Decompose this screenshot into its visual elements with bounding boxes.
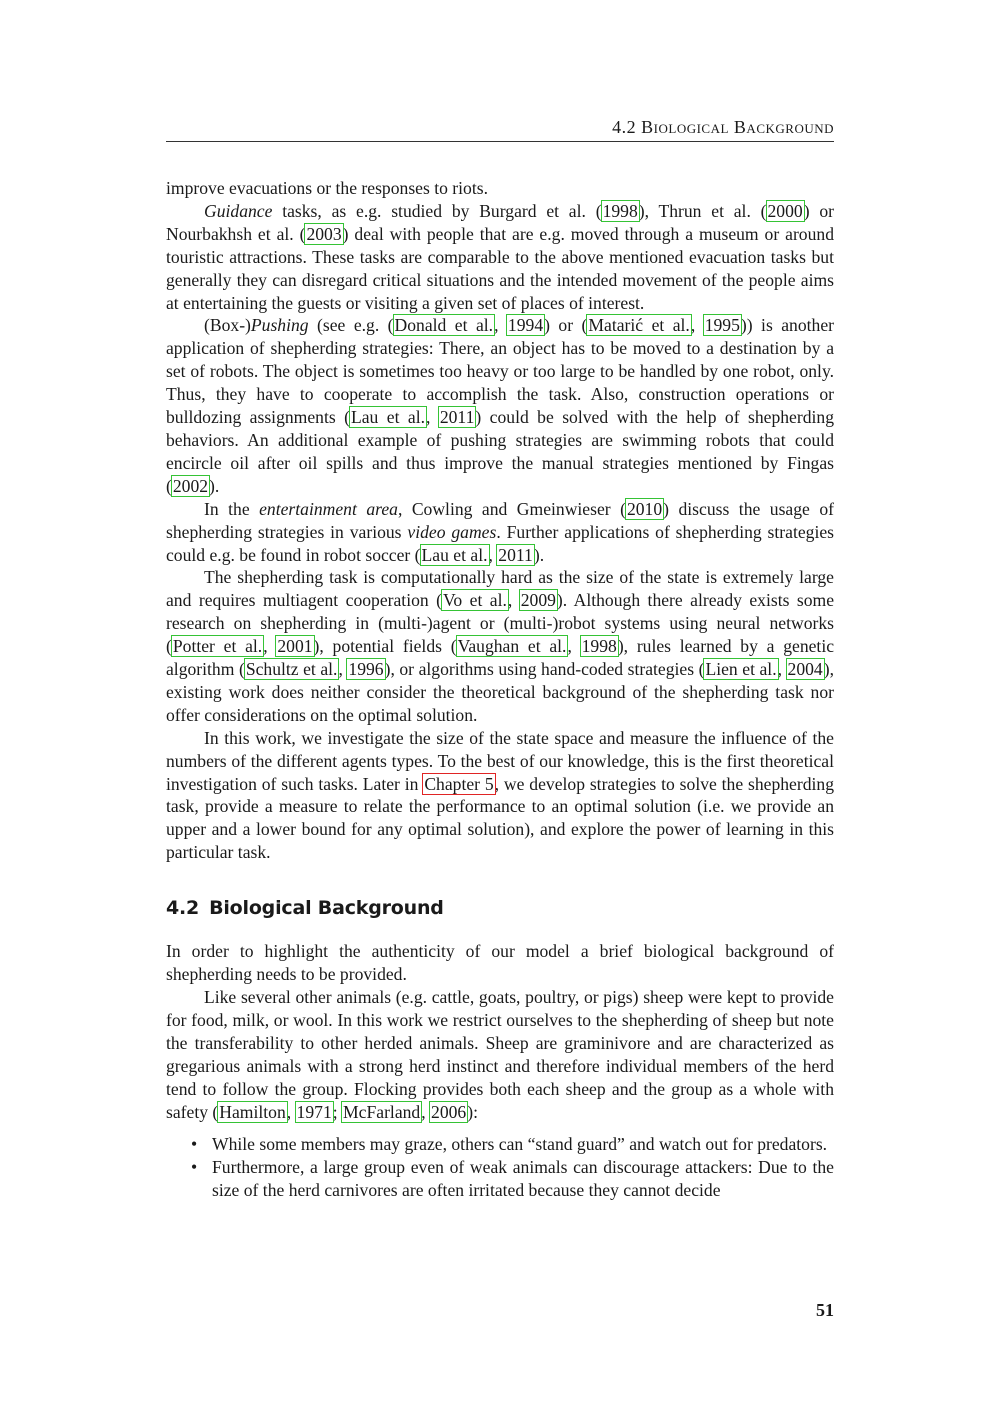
citation-link[interactable]: 1995 xyxy=(704,315,740,336)
citation-link[interactable]: Hamilton xyxy=(219,1101,286,1122)
paragraph-bio-intro: In order to highlight the authenticity of our model a brief biological background of shepherding needs to be provided. xyxy=(166,941,834,985)
section-heading xyxy=(166,896,834,920)
text: ), potential fields ( xyxy=(313,636,457,657)
text: ). Although there already exists some research on shepherding in (multi-)agent or (multi-)robot systems using neural networks ( xyxy=(166,590,835,657)
paragraph-continuation: improve evacuations or the responses to riots. xyxy=(166,178,488,198)
citation-link[interactable]: McFarland xyxy=(343,1101,421,1122)
citation-link[interactable]: 2004 xyxy=(787,659,823,680)
text: ) or ( xyxy=(544,315,588,336)
emphasis-guidance: Guidance xyxy=(204,200,273,221)
citation-link[interactable]: Vaughan et al. xyxy=(457,636,567,657)
text: ): xyxy=(467,1101,478,1122)
text: Like several other animals (e.g. cattle, goats, poultry, or pigs) sheep were kept to provide for food, milk, or wool. In this work we restrict ourselves to the shepherding of sheep but note the transferability to other herded animals. Sheep are graminivore and are characterized as gregarious animals with a strong herd instinct and therefore individual members of the herd tend to follow the group. Flocking provides both each sheep and the group as a whole with safety ( xyxy=(166,987,834,1122)
paragraph-complexity: The shepherding task is computationally hard as the size of the state is extremely large and requires multiagent cooperation (Vo et al., 2009). Although there already exists some research on shepherding in (multi-)agent or (multi-)robot systems using neural networks (Potter et al., 2001), potential fields (Vaughan et al., 1998), rules learned by a genetic algorithm (Schultz et al., 1996), or algorithms using hand-coded strategies (Lien et al., 2004), existing work does neither consider the theoretical background of the shepherding task nor offer considerations on the optimal solution. xyxy=(166,567,835,725)
header-section-title: Biological Background xyxy=(641,117,834,137)
text: , we develop strategies to solve the shepherding task, provide a measure to relate the performance to an optimal solution (i.e. we provide an upper and a lower bound for any optimal solution), and explore the power of learning in this particular task. xyxy=(166,773,835,863)
citation-link[interactable]: 2001 xyxy=(277,636,313,657)
citation-link[interactable]: 1996 xyxy=(348,659,384,680)
text: tasks, as e.g. studied by Burgard et al. ( xyxy=(272,200,602,221)
text: ; xyxy=(332,1101,343,1122)
citation-link[interactable]: 1998 xyxy=(602,200,638,221)
text: (see e.g. ( xyxy=(308,315,394,336)
citation-link[interactable]: 2010 xyxy=(626,498,663,519)
running-header xyxy=(166,117,834,142)
chapter-reference-link[interactable]: Chapter 5 xyxy=(424,773,494,794)
citation-link[interactable]: 1994 xyxy=(507,315,544,336)
citation-link[interactable]: 2006 xyxy=(431,1101,467,1122)
citation-link[interactable]: 2000 xyxy=(767,200,803,221)
paragraph-this-work xyxy=(166,727,834,864)
citation-link[interactable]: Lien et al. xyxy=(705,659,777,680)
text: In this work, we investigate the size of the state space and measure the influence of the numbers of the different agents types. To the best of our knowledge, this is the first theoretical investigation of such tasks. Later in xyxy=(166,727,834,794)
text: (Box-) xyxy=(204,315,251,336)
page-body xyxy=(166,177,834,1202)
text: The shepherding task is computationally hard as the size of the state is extremely large and requires multiagent cooperation ( xyxy=(166,567,834,611)
paragraph-guidance xyxy=(166,200,834,315)
section-title: Biological Background xyxy=(209,897,444,920)
text: ), Thrun et al. ( xyxy=(638,200,767,221)
text: )) is another application of shepherding strategies: There, an object has to be moved to a destination by a set of robots. The object is sometimes too heavy or too large to be handled by one robot, only. Thus, they have to cooperate to accomplish the task. Also, construction operations or bulldozing assignments ( xyxy=(166,315,835,428)
citation-link[interactable]: Potter et al. xyxy=(172,636,263,657)
paragraph-bio-sheep: Like several other animals (e.g. cattle, goats, poultry, or pigs) sheep were kept to provide for food, milk, or wool. In this work we restrict ourselves to the shepherding of sheep but note the transferability to other herded animals. Sheep are graminivore and are characterized as gregarious animals with a strong herd instinct and therefore individual members of the herd tend to follow the group. Flocking provides both each sheep and the group as a whole with safety (Hamilton, 1971; McFarland, 2006): xyxy=(166,987,834,1122)
text: ), or algorithms using hand-coded strategies ( xyxy=(384,659,705,680)
text: ), rules learned by a genetic algorithm ( xyxy=(166,636,835,680)
paragraph-pushing: (Box-)Pushing (see e.g. (Donald et al., 1994) or (Matarić et al., 1995)) is another application of shepherding strategies: There, an object has to be moved to a destination by a set of robots. The object is sometimes too heavy or too large to be handled by one robot, only. Thus, they have to cooperate to accomplish the task. Also, construction operations or bulldozing assignments (Lau et al., 2011) could be solved with the help of shepherding behaviors. An additional example of pushing strategies are swimming robots that could encircle oil after oil spills and thus improve the manual strategies mentioned by Fingas (2002). xyxy=(166,315,835,496)
text: . Further applications of shepherding strategies could e.g. be found in robot soccer ( xyxy=(166,521,834,565)
citation-link[interactable]: Schultz et al. xyxy=(245,659,338,680)
text: ). xyxy=(533,544,545,565)
emphasis-pushing: Pushing xyxy=(250,315,309,336)
text: ). xyxy=(209,475,220,496)
text: ) could be solved with the help of shepherding behaviors. An additional example of pushing strategies are swimming robots that could encircle oil after oil spills and thus improve the manual strategies mentioned by Fingas ( xyxy=(166,407,835,496)
citation-link[interactable]: 2003 xyxy=(306,223,342,244)
citation-link[interactable]: 1971 xyxy=(296,1101,332,1122)
citation-link[interactable]: 1998 xyxy=(581,636,617,657)
citation-link[interactable]: Donald et al. xyxy=(394,315,494,336)
paragraph-entertainment: In the entertainment area, Cowling and Gmeinwieser (2010) discuss the usage of shepherding strategies in various video games. Further applications of shepherding strategies could e.g. be found in robot soccer (Lau et al., 2011). xyxy=(166,498,834,565)
page-number: 51 xyxy=(816,1300,834,1320)
citation-link[interactable]: Lau et al. xyxy=(421,544,488,565)
section-number: 4.2 xyxy=(166,897,200,920)
text: ) or Nourbakhsh et al. ( xyxy=(166,200,834,244)
citation-link[interactable]: 2011 xyxy=(498,544,533,565)
emphasis-video-games: video games xyxy=(407,521,497,542)
text: In the xyxy=(204,498,260,519)
citation-link[interactable]: Lau et al. xyxy=(350,407,425,428)
citation-link[interactable]: 2009 xyxy=(520,590,556,611)
text: , Cowling and Gmeinwieser ( xyxy=(397,498,626,519)
running-header-text xyxy=(612,117,834,138)
text: ) discuss the usage of shepherding strategies in various xyxy=(166,498,834,542)
citation-link[interactable]: Matarić et al. xyxy=(588,315,690,336)
citation-link[interactable]: 2011 xyxy=(439,407,475,428)
emphasis-entertainment: entertainment area xyxy=(259,498,398,519)
citation-link[interactable]: Vo et al. xyxy=(442,590,507,611)
text: ), existing work does neither consider the theoretical background of the shepherding task nor offer considerations on the optimal solution. xyxy=(166,659,834,725)
text: ) deal with people that are e.g. moved through a museum or around touristic attractions. These tasks are comparable to the above mentioned evacuation tasks but generally they can disregard critical situations and the intended movement of the people aims at entertaining the guests or visiting a given set of places of interest. xyxy=(166,223,834,313)
list-item: • While some members may graze, others can “stand guard” and watch out for predators. xyxy=(166,1133,834,1156)
citation-link[interactable]: 2002 xyxy=(172,475,209,496)
bullet-list xyxy=(166,1133,834,1202)
header-section-number: 4.2 xyxy=(612,117,637,137)
list-item: • Furthermore, a large group even of weak animals can discourage attackers: Due to the size of the herd carnivores are often irritated because they cannot decide xyxy=(166,1156,834,1202)
